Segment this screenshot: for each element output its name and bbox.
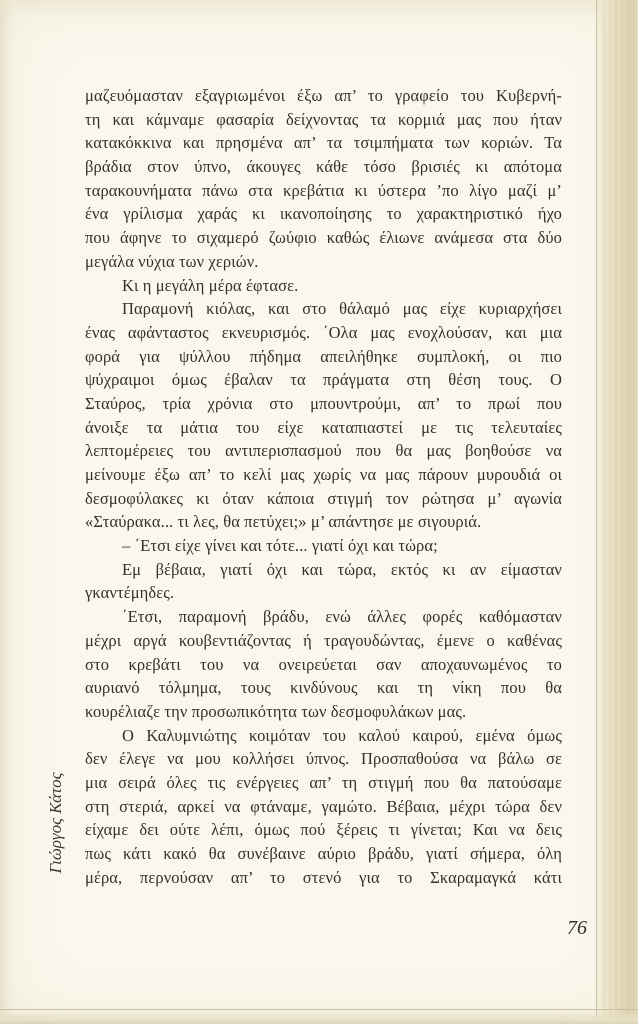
text-line: γκαντέμηδες. — [85, 583, 175, 603]
text-line: μια σειρά όλες τις ενέργειες απ’ τη στιγμή που θα πατούσαμε — [85, 772, 562, 792]
paragraph — [85, 297, 562, 534]
text-line: ψύχραιμοι όμως έβαλαν τα πράγματα στη θέση τους. Ο — [85, 370, 562, 390]
text-line: Κι η μεγάλη μέρα έφτασε. — [122, 275, 299, 295]
paragraph — [85, 724, 562, 890]
paragraph — [85, 605, 562, 723]
text-line: κατακόκκινα και πρησμένα απ’ τα τσιμπήματα των κοριών. Τα — [85, 133, 562, 153]
text-line: ένας αφάνταστος εκνευρισμός. ΄Ολα μας ενοχλούσαν, και μια — [85, 322, 562, 342]
page-number: 76 — [567, 917, 587, 939]
text-line: φορά για ψύλλου πήδημα απειλήθηκε συμπλοκή, οι πιο — [85, 346, 562, 366]
page-text — [85, 84, 562, 889]
paragraph — [85, 534, 562, 558]
text-line: είχαμε δει ούτε λέπι, όμως πού ξέρεις τι γίνεται; Και να δεις — [85, 820, 562, 840]
text-line: μέρα, περνούσαν απ’ το στενό για το Σκαραμαγκά κάτι — [85, 867, 562, 887]
text-line: Εμ βέβαια, γιατί όχι και τώρα, εκτός κι αν είμασταν — [122, 559, 562, 579]
text-line: πως κάτι κακό θα συνέβαινε αύριο βράδυ, γιατί σήμερα, όλη — [85, 844, 562, 863]
text-line: ταρακουνήματα πάνω στα κρεβάτια κι ύστερα ’πο λίγο μαζί μ’ — [85, 180, 562, 200]
text-line: ένα γρίλισμα χαράς κι ικανοποίησης το χαρακτηριστικό ήχο — [85, 204, 562, 224]
paragraph — [85, 558, 562, 605]
page-edge-bottom — [0, 1009, 638, 1024]
text-line: – ΄Ετσι είχε γίνει και τότε... γιατί όχι και τώρα; — [122, 536, 438, 556]
text-line: δεσμοφύλακες κι όταν κάποια στιγμή τον ρώτησα μ’ αγωνία — [85, 488, 562, 508]
page-edge-top — [0, 0, 638, 18]
text-line: κουρέλιαζε την προσωπικότητα των δεσμοφυλάκων μας. — [85, 701, 467, 721]
text-line: «Σταύρακα... τι λες, θα πετύχει;» μ’ απάντησε με σιγουριά. — [85, 512, 482, 532]
text-line: τη και κάμναμε φασαρία δείχνοντας τα κορμιά μας που ήταν — [85, 109, 562, 129]
text-line: Σταύρος, τρία χρόνια στο μπουντρούμι, απ’ το πρωί που — [85, 393, 562, 413]
text-line: άνοιξε τα μάτια του είχε καταπιαστεί με τις τελευταίες — [85, 417, 562, 437]
text-line: ΄Ετσι, παραμονή βράδυ, ενώ άλλες φορές καθόμασταν — [122, 607, 562, 627]
text-line: Ο Καλυμνιώτης κοιμόταν του καλού καιρού, εμένα όμως — [122, 725, 562, 745]
text-line: Παραμονή κιόλας, και στο θάλαμό μας είχε κυριαρχήσει — [122, 299, 562, 319]
text-line: βράδια στον ύπνο, άκουγες κάθε τόσο βρισιές κι απότομα — [85, 157, 562, 177]
text-line: μέχρι αργά κουβεντιάζοντας ή τραγουδώντας, έμενε ο καθένας — [85, 630, 562, 650]
text-line: μεγάλα νύχια των χεριών. — [85, 251, 259, 271]
text-line: στο κρεβάτι του να ονειρεύεται σαν αποχαυνωμένος το — [85, 654, 562, 674]
text-line: στη στεριά, αρκεί να φτάναμε, γαμώτο. Βέβαια, μέχρι τώρα δεν — [85, 796, 562, 816]
text-line: που άφηνε το σιχαμερό ζωύφιο καθώς έλιωνε ανάμεσα στα δύο — [85, 228, 562, 248]
book-edge-right — [596, 0, 638, 1024]
page-edge-left — [0, 0, 13, 1024]
paragraph — [85, 84, 562, 274]
text-line: δεν έλεγε να μου κολλήσει ύπνος. Προσπαθούσα να βάλω σε — [85, 749, 562, 769]
text-line: μείνουμε έξω απ’ το κελί μας χωρίς να μας πάρουν μυρουδιά οι — [85, 465, 562, 484]
text-line: λεπτομέρειες του αντιπερισπασμού που θα μας βοηθούσε να — [85, 441, 562, 461]
text-line: αυριανό τόλμημα, τους κινδύνους και τη νίκη που θα — [85, 678, 562, 698]
text-line: μαζευόμασταν εξαγριωμένοι έξω απ’ το γραφείο του Κυβερνή- — [85, 86, 562, 105]
paragraph — [85, 274, 562, 298]
author-vertical-label: Γιώργος Κάτος — [46, 772, 65, 874]
